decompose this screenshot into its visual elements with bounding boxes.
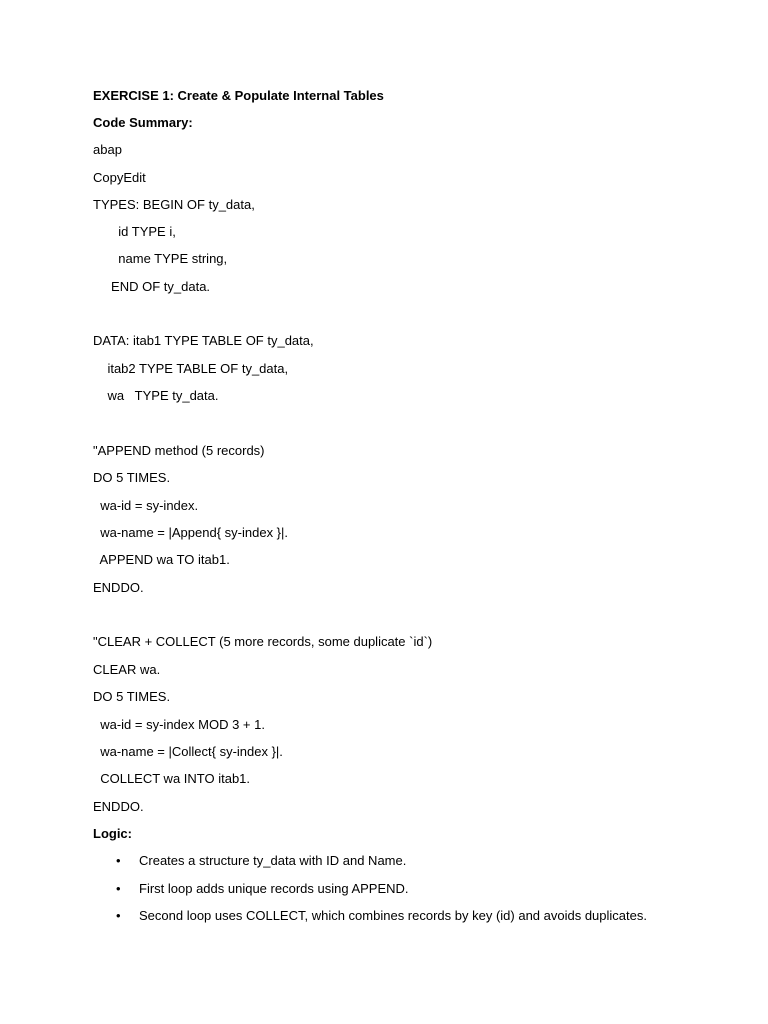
logic-label: Logic: [93, 826, 132, 841]
code-line: ENDDO. [93, 799, 144, 814]
bullet-icon: • [116, 908, 121, 923]
code-comment: "CLEAR + COLLECT (5 more records, some duplicate `id`) [93, 634, 433, 649]
code-line: DATA: itab1 TYPE TABLE OF ty_data, [93, 333, 314, 348]
language-label: abap [93, 142, 122, 157]
code-line: wa-id = sy-index MOD 3 + 1. [93, 717, 265, 732]
code-line: wa-name = |Append{ sy-index }|. [93, 525, 289, 540]
code-line: itab2 TYPE TABLE OF ty_data, [93, 361, 289, 376]
list-item-text: Second loop uses COLLECT, which combines records by key (id) and avoids duplicates. [139, 908, 647, 923]
code-line: COLLECT wa INTO itab1. [93, 771, 251, 786]
code-line: END OF ty_data. [93, 279, 211, 294]
code-line: TYPES: BEGIN OF ty_data, [93, 197, 255, 212]
code-summary-label: Code Summary: [93, 115, 193, 130]
code-comment: "APPEND method (5 records) [93, 443, 265, 458]
code-line: wa TYPE ty_data. [93, 388, 219, 403]
bullet-icon: • [116, 853, 121, 868]
code-line: DO 5 TIMES. [93, 470, 171, 485]
code-line: ENDDO. [93, 580, 144, 595]
copy-edit-label[interactable]: CopyEdit [93, 170, 146, 185]
list-item-text: First loop adds unique records using APPEND. [139, 881, 409, 896]
list-item-text: Creates a structure ty_data with ID and Name. [139, 853, 407, 868]
code-line: wa-name = |Collect{ sy-index }|. [93, 744, 283, 759]
code-line: CLEAR wa. [93, 662, 161, 677]
code-line: wa-id = sy-index. [93, 498, 199, 513]
code-line: APPEND wa TO itab1. [93, 552, 230, 567]
code-line: id TYPE i, [93, 224, 176, 239]
bullet-icon: • [116, 881, 121, 896]
code-line: DO 5 TIMES. [93, 689, 171, 704]
exercise-heading: EXERCISE 1: Create & Populate Internal Tables [93, 88, 384, 103]
code-line: name TYPE string, [93, 251, 228, 266]
